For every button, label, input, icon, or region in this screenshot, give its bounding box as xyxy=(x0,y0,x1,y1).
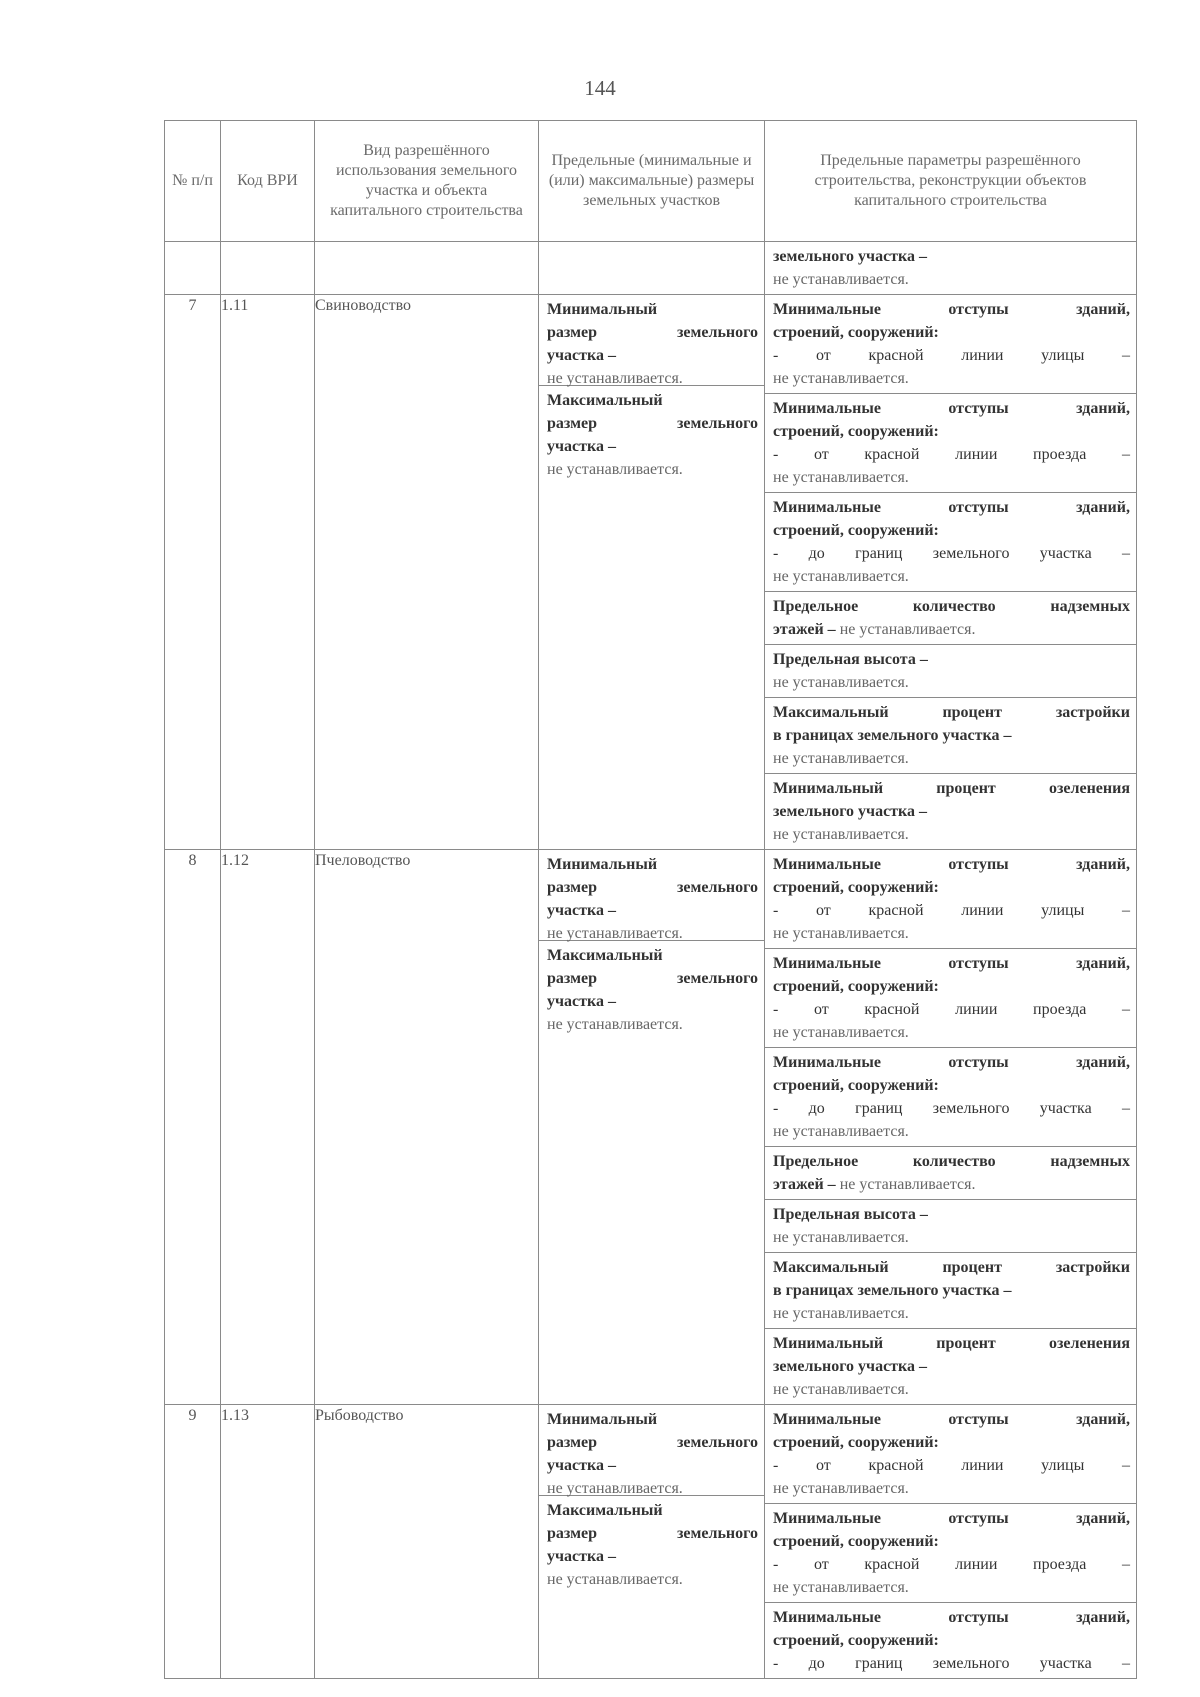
header-sizes: Предельные (минимальные и (или) максимальные) размеры земельных участков xyxy=(539,121,765,242)
param-setback-border: Минимальные отступы зданий, строений, сооружений: - до границ земельного участка – не устанавливается. xyxy=(765,1048,1136,1147)
param-build-percent: Максимальный процент застройки в границах земельного участка – не устанавливается. xyxy=(765,1253,1136,1329)
param-setback-drive: Минимальные отступы зданий, строений, сооружений: - от красной линии проезда – не устанавливается. xyxy=(765,394,1136,493)
param-height: Предельная высота – не устанавливается. xyxy=(765,645,1136,698)
table-row-continuation xyxy=(165,242,1137,295)
param-build-percent: Максимальный процент застройки в границах земельного участка – не устанавливается. xyxy=(765,698,1136,774)
table-header-row xyxy=(165,121,1137,242)
row-num: 7 xyxy=(165,295,221,850)
header-kind: Вид разрешённого использования земельного участка и объекта капитального строительства xyxy=(315,121,539,242)
header-code: Код ВРИ xyxy=(221,121,315,242)
row-num: 9 xyxy=(165,1405,221,1679)
min-size-cell: Минимальный размер земельного участка – не устанавливается. xyxy=(539,1405,764,1496)
param-setback-drive: Минимальные отступы зданий, строений, сооружений: - от красной линии проезда – не устанавливается. xyxy=(765,949,1136,1048)
row-code: 1.11 xyxy=(221,295,315,850)
header-params: Предельные параметры разрешённого строительства, реконструкции объектов капитального строительства xyxy=(765,121,1137,242)
param-setback-street: Минимальные отступы зданий, строений, сооружений: - от красной линии улицы – не устанавливается. xyxy=(765,1405,1136,1504)
max-size-cell: Максимальный размер земельного участка – не устанавливается. xyxy=(547,392,758,478)
param-height: Предельная высота – не устанавливается. xyxy=(765,1200,1136,1253)
param-setback-border: Минимальные отступы зданий, строений, сооружений: - до границ земельного участка – xyxy=(773,1609,1130,1672)
row-num: 8 xyxy=(165,850,221,1405)
table-row xyxy=(165,295,1137,850)
param-continuation: земельного участка – не устанавливается. xyxy=(773,248,928,288)
regulation-table xyxy=(164,120,1137,1679)
param-green-percent: Минимальный процент озеленения земельного участка – не устанавливается. xyxy=(773,1335,1130,1398)
row-code: 1.12 xyxy=(221,850,315,1405)
table-row xyxy=(165,1405,1137,1679)
param-setback-street: Минимальные отступы зданий, строений, сооружений: - от красной линии улицы – не устанавливается. xyxy=(765,850,1136,949)
row-code: 1.13 xyxy=(221,1405,315,1679)
header-num: № п/п xyxy=(165,121,221,242)
param-setback-drive: Минимальные отступы зданий, строений, сооружений: - от красной линии проезда – не устанавливается. xyxy=(765,1504,1136,1603)
param-setback-street: Минимальные отступы зданий, строений, сооружений: - от красной линии улицы – не устанавливается. xyxy=(765,295,1136,394)
max-size-cell: Максимальный размер земельного участка – не устанавливается. xyxy=(547,1502,758,1588)
param-floors: Предельное количество надземных этажей – не устанавливается. xyxy=(765,1147,1136,1200)
min-size-cell: Минимальный размер земельного участка – не устанавливается. xyxy=(539,850,764,941)
min-size-cell: Минимальный размер земельного участка – не устанавливается. xyxy=(539,295,764,386)
param-setback-border: Минимальные отступы зданий, строений, сооружений: - до границ земельного участка – не устанавливается. xyxy=(765,493,1136,592)
param-green-percent: Минимальный процент озеленения земельного участка – не устанавливается. xyxy=(773,780,1130,843)
table-row xyxy=(165,850,1137,1405)
page-number: 144 xyxy=(584,76,616,100)
row-name: Пчеловодство xyxy=(315,850,539,1405)
row-name: Свиноводство xyxy=(315,295,539,850)
param-floors: Предельное количество надземных этажей – не устанавливается. xyxy=(765,592,1136,645)
max-size-cell: Максимальный размер земельного участка – не устанавливается. xyxy=(547,947,758,1033)
row-name: Рыбоводство xyxy=(315,1405,539,1679)
